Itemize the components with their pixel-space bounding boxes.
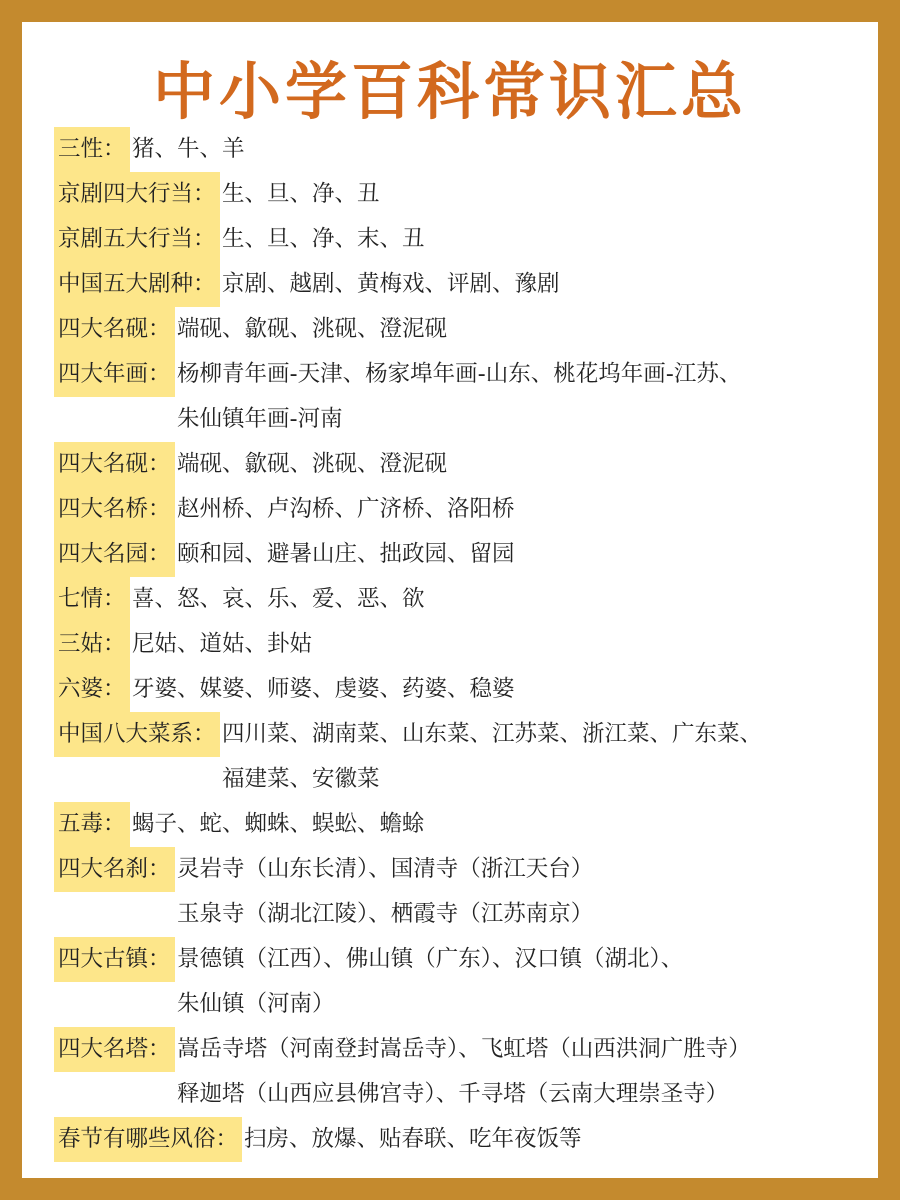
list-item [54,667,854,712]
item-label: 四大名砚： [54,442,175,487]
item-value: 嵩岳寺塔（河南登封嵩岳寺）、飞虹塔（山西洪洞广胜寺） [177,1036,751,1062]
item-label: 四大古镇： [54,937,175,982]
item-value: 福建菜、安徽菜 [222,766,380,792]
list-item [54,487,854,532]
list-item [54,217,854,262]
item-value: 景德镇（江西）、佛山镇（广东）、汉口镇（湖北）、 [177,946,684,972]
item-label: 三姑： [54,622,130,667]
knowledge-list [54,127,854,1162]
list-item [54,712,854,802]
item-value: 杨柳青年画-天津、杨家埠年画-山东、桃花坞年画-江苏、 [177,361,742,387]
item-label: 四大名园： [54,532,175,577]
item-label: 京剧四大行当： [54,172,220,217]
item-value: 京剧、越剧、黄梅戏、评剧、豫剧 [222,271,560,297]
item-label: 四大名桥： [54,487,175,532]
list-item [54,307,854,352]
list-item [54,1117,854,1162]
list-item [54,937,854,1027]
item-value: 生、旦、净、末、丑 [222,226,425,252]
item-value: 生、旦、净、丑 [222,181,380,207]
item-label: 六婆： [54,667,130,712]
list-item [54,127,854,172]
item-value: 端砚、歙砚、洮砚、澄泥砚 [177,316,448,342]
item-label: 京剧五大行当： [54,217,220,262]
item-label: 四大名刹： [54,847,175,892]
item-label: 中国五大剧种： [54,262,220,307]
item-value: 猪、牛、羊 [132,136,245,162]
item-label: 七情： [54,577,130,622]
item-label: 春节有哪些风俗： [54,1117,242,1162]
item-value: 颐和园、避暑山庄、拙政园、留园 [177,541,515,567]
item-value: 释迦塔（山西应县佛宫寺）、千寻塔（云南大理崇圣寺） [177,1081,729,1107]
item-label: 五毒： [54,802,130,847]
page-title: 中小学百科常识汇总 [152,55,747,128]
item-value: 喜、怒、哀、乐、爱、恶、欲 [132,586,425,612]
item-value: 尼姑、道姑、卦姑 [132,631,313,657]
item-value: 扫房、放爆、贴春联、吃年夜饭等 [244,1126,582,1152]
content-card [22,22,878,1178]
list-item [54,1027,854,1117]
item-label: 三性： [54,127,130,172]
list-item [54,172,854,217]
list-item [54,847,854,937]
list-item [54,442,854,487]
list-item [54,802,854,847]
item-value: 蝎子、蛇、蜘蛛、蜈蚣、蟾蜍 [132,811,425,837]
item-value: 端砚、歙砚、洮砚、澄泥砚 [177,451,448,477]
item-label: 中国八大菜系： [54,712,220,757]
item-value: 牙婆、媒婆、师婆、虔婆、药婆、稳婆 [132,676,515,702]
item-value: 朱仙镇（河南） [177,991,335,1017]
item-value: 灵岩寺（山东长清）、国清寺（浙江天台） [177,856,594,882]
item-value: 赵州桥、卢沟桥、广济桥、洛阳桥 [177,496,515,522]
list-item [54,622,854,667]
item-label: 四大年画： [54,352,175,397]
item-value: 朱仙镇年画-河南 [177,406,343,432]
list-item [54,577,854,622]
item-value: 玉泉寺（湖北江陵）、栖霞寺（江苏南京） [177,901,594,927]
item-label: 四大名塔： [54,1027,175,1072]
list-item [54,262,854,307]
list-item [54,532,854,577]
item-label: 四大名砚： [54,307,175,352]
list-item [54,352,854,442]
item-value: 四川菜、湖南菜、山东菜、江苏菜、浙江菜、广东菜、 [222,721,763,747]
